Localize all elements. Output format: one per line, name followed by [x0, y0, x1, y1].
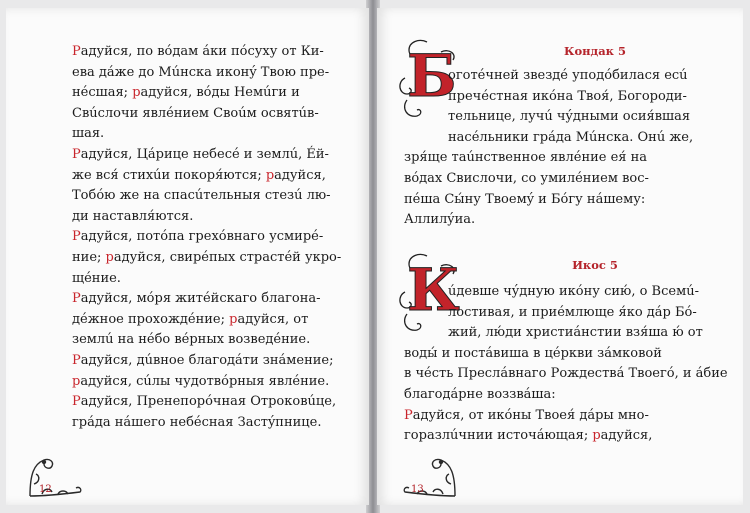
line-text: Свúслочи явлéнием Своúм освятúв- [72, 105, 319, 121]
line-text: пéша Сы́ну Твоемý и Бóгу нáшему: [404, 191, 646, 207]
line-text: адуйся, по вóдам áки пóсуху от Ки- [80, 44, 324, 59]
text-line [72, 289, 362, 310]
line-text: тельнице, лучú чýдными осия́вшая [448, 109, 691, 125]
red-initial: Р [404, 407, 413, 423]
kontakion-text [404, 66, 736, 231]
text-line [448, 303, 736, 324]
red-initial: р [105, 249, 114, 265]
text-line [72, 83, 362, 104]
line-text: насéльники грáда Мúнска. Онú же, [448, 129, 694, 145]
line-text: грáда нáшего небéсная Застýпнице. [72, 414, 322, 430]
right-page [377, 8, 743, 505]
text-line [72, 330, 362, 351]
red-initial: Р [72, 146, 81, 162]
line-text: ние; [72, 249, 106, 265]
line-text: же вся́ стихúи покоря́ются; [72, 167, 266, 183]
text-line [72, 248, 362, 269]
red-initial: р [72, 373, 81, 389]
corner-ornament-icon [24, 454, 86, 500]
line-text: адуйся, дúвное благодáти знáмение; [80, 352, 334, 368]
text-line [72, 269, 362, 290]
line-text: пречéстная икóна Твоя́, Богороди- [448, 88, 687, 104]
text-line [404, 344, 736, 365]
text-line [72, 227, 362, 248]
kontakion-dropcap-letter: Б [407, 42, 457, 110]
left-page-text [72, 42, 362, 433]
page-number-right: 13 [411, 484, 424, 495]
text-line [72, 413, 362, 434]
red-initial: р [229, 311, 238, 327]
page-number-left: 12 [39, 484, 52, 495]
line-text: адуйся, [274, 167, 326, 183]
line-text: адуйся, мóря житéйскаго благона- [80, 291, 321, 307]
ikos-dropcap-letter: К [407, 256, 460, 324]
text-line [72, 207, 362, 228]
text-line [72, 186, 362, 207]
ikos-text [404, 282, 736, 447]
text-line [72, 351, 362, 372]
line-text: адуйся, потóпа грехóвнаго усмирé- [80, 229, 324, 245]
text-line [404, 364, 736, 405]
line-text: адуйся, свирéпых страстéй укро- [113, 249, 342, 265]
line-text: адуйся, сúлы чудотвóрныя явлéние. [80, 373, 330, 389]
line-text: воды́ и постáвиша в цéркви зáмковой [404, 345, 662, 361]
line-text: в чéсть Преслáвнаго Рождествá Твоегó, и áбие благодáрне воззвáша: [404, 366, 728, 402]
red-initial: Р [72, 229, 81, 245]
corner-ornament-icon [399, 454, 461, 500]
text-line [404, 148, 736, 169]
line-text: ева дáже до Мúнска иконý Твою пре- [72, 64, 330, 80]
line-text: землú на нéбо вéрных возведéние. [72, 332, 311, 348]
line-text: Тобóю же на спасúтельныя стезú лю- [72, 188, 331, 204]
line-text: жий, лю́ди христиáнстии взя́ша ю́ от [448, 325, 703, 341]
red-initial: Р [72, 352, 81, 368]
text-line [404, 406, 736, 427]
line-text: адуйся, вóды Немúги и [140, 85, 300, 101]
red-initial: р [132, 85, 141, 101]
line-text: ди наставля́ются. [72, 208, 194, 224]
line-text: лостивая, и приéмлюще я́ко дáр Бó- [448, 304, 697, 320]
text-line [448, 87, 736, 108]
red-initial: Р [72, 394, 81, 410]
text-line [72, 392, 362, 413]
text-line [448, 128, 736, 149]
text-line [72, 124, 362, 145]
text-line [404, 190, 736, 211]
red-initial: р [265, 167, 275, 183]
text-line [448, 282, 736, 303]
text-line [404, 210, 736, 231]
red-initial: Р [72, 291, 81, 307]
text-line [72, 42, 362, 63]
text-line [72, 310, 362, 331]
line-text: адуйся, от [237, 311, 309, 327]
text-line [404, 169, 736, 190]
line-text: Аллилýиа. [404, 212, 476, 228]
line-text: зря́ще таúнственное явлéние ея́ на [404, 150, 648, 166]
text-line [72, 63, 362, 84]
text-line [448, 66, 736, 87]
text-line [448, 323, 736, 344]
text-line [72, 372, 362, 393]
line-text: оготéчней звездé уподóбилася есú [448, 68, 688, 83]
text-line [448, 107, 736, 128]
line-text: нéсшая; [72, 85, 133, 101]
text-line [404, 426, 736, 447]
line-text: дéжное прохождéние; [72, 311, 230, 327]
red-initial: Р [72, 44, 81, 59]
line-text: адуйся, [600, 428, 653, 444]
text-line [72, 104, 362, 125]
line-text: шая. [72, 126, 105, 142]
line-text: адуйся, Цáрице небесé и землú, Éй- [80, 146, 329, 162]
line-text: адуйся, Пренепорóчная Отроковúце, [80, 394, 337, 410]
red-initial: р [592, 428, 601, 444]
line-text: úдевше чýдную икóну сию́, о Всемú- [448, 284, 699, 299]
kontakion-title: Кондак 5 [564, 44, 626, 58]
left-page [6, 8, 369, 505]
line-text: адуйся, от икóны Твоея́ дáры мно- [412, 407, 649, 423]
line-text: вóдах Свислочи, со умилéнием вос- [404, 170, 649, 186]
text-line [72, 166, 362, 187]
ikos-title: Икос 5 [572, 258, 618, 272]
line-text: щéние. [72, 270, 121, 286]
text-line [72, 145, 362, 166]
line-text: горазлúчнии источáющая; [404, 428, 593, 444]
